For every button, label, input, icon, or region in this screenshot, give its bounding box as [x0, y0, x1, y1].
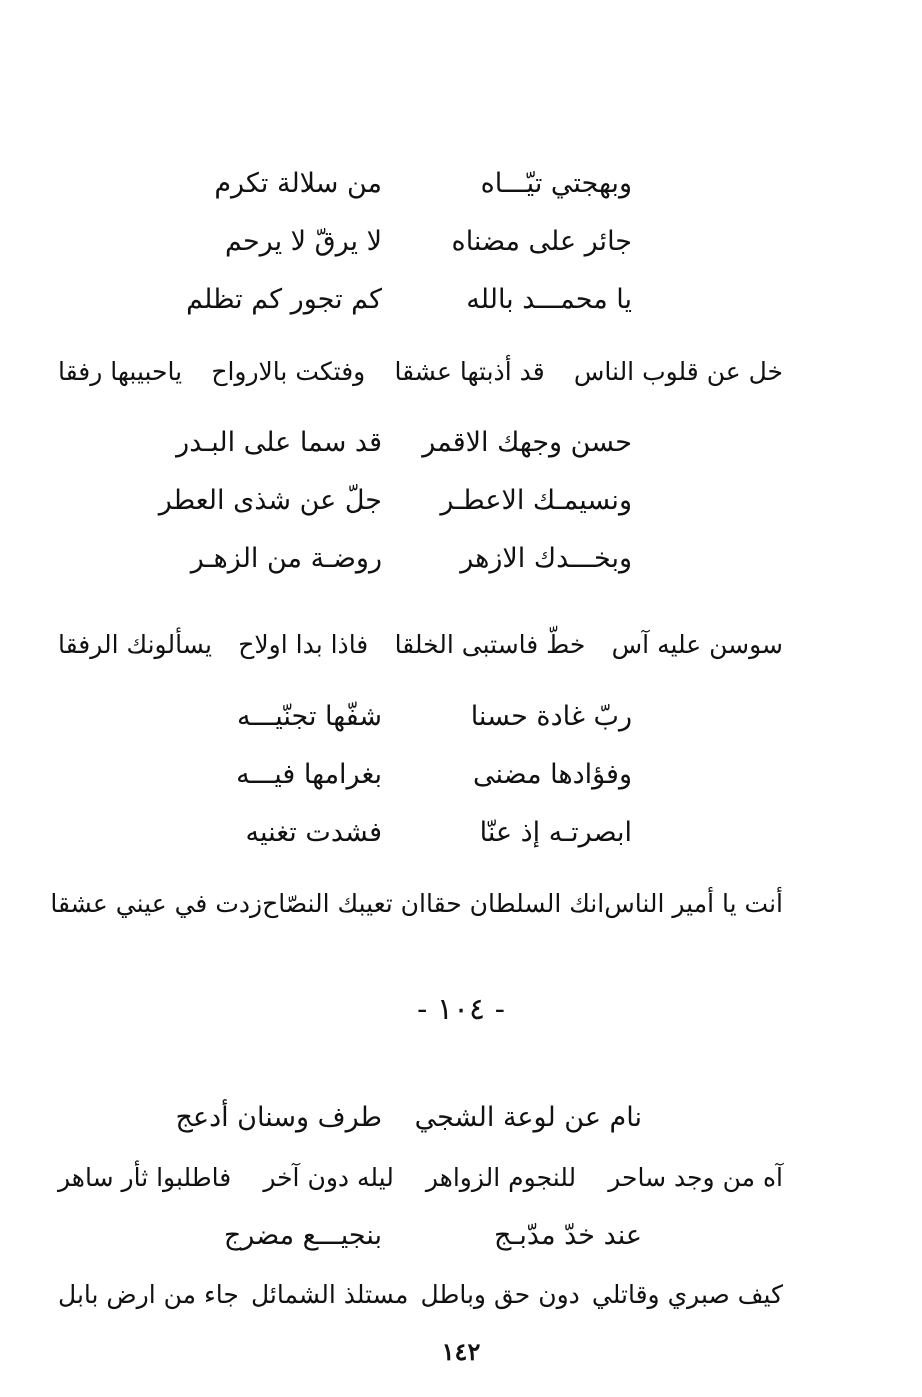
line-segment: آه من وجد ساحر	[608, 1163, 783, 1192]
line-segment: دون حق وباطل	[420, 1280, 580, 1309]
refrain-segment: زدت في عيني عشقا	[50, 889, 263, 918]
refrain-1	[58, 352, 783, 392]
verse-left: لا يرقّ لا يرحم	[225, 226, 382, 257]
verse-left: روضـة من الزهـر	[190, 543, 382, 574]
page-number: ١٤٢	[441, 1337, 481, 1366]
refrain-segment: خطّ فاستبى الخلقا	[394, 630, 586, 659]
line-segment: مستلذ الشمائل	[250, 1280, 409, 1309]
verse-right: ربّ غادة حسنا	[470, 701, 632, 732]
refrain-segment: وفتكت بالارواح	[211, 357, 366, 386]
refrain-segment: انك السلطان حقا	[425, 889, 605, 918]
refrain-segment: ان تعيبك النصّاح	[262, 889, 426, 918]
poem2-line-2	[58, 1158, 783, 1198]
refrain-segment: سوسن عليه آس	[611, 630, 783, 659]
refrain-segment: يسألونك الرفقا	[58, 630, 212, 659]
verse-right: يا محمـــد بالله	[466, 284, 632, 315]
verse-left: طرف وسنان أدعج	[175, 1102, 382, 1133]
verse-left: فشدت تغنيه	[245, 817, 382, 848]
refrain-segment: ياحبيبها رفقا	[58, 357, 183, 386]
section-number: - ١٠٤ -	[417, 992, 505, 1027]
verse-left: قد سما على البـدر	[176, 427, 382, 458]
refrain-segment: فاذا بدا اولاح	[238, 630, 369, 659]
verse-left: بنجيـــع مضرج	[223, 1220, 382, 1251]
verse-right: وفؤادها مضنى	[473, 759, 632, 790]
verse-left: جلّ عن شذى العطر	[158, 485, 382, 516]
verse-right: جائر على مضناه	[451, 226, 632, 257]
verse-right: ابصرتـه إذ عنّا	[479, 817, 632, 848]
line-segment: فاطلبوا ثأر ساهر	[58, 1163, 232, 1192]
refrain-2	[58, 625, 783, 665]
verse-right: ونسيمـك الاعطـر	[440, 485, 632, 516]
verse-left: من سلالة تكرم	[214, 168, 382, 199]
refrain-segment: خل عن قلوب الناس	[573, 357, 783, 386]
verse-right: وبهجتي تيّـــاه	[480, 168, 632, 199]
verse-left: شفّها تجنّيـــه	[237, 701, 382, 732]
verse-right: عند خدّ مدّبـج	[494, 1220, 642, 1251]
line-segment: كيف صبري وقاتلي	[591, 1280, 783, 1309]
refrain-segment: أنت يا أمير الناس	[604, 889, 783, 918]
verse-right: حسن وجهك الاقمر	[422, 427, 632, 458]
line-segment: ليله دون آخر	[263, 1163, 394, 1192]
verse-left: بغرامها فيـــه	[236, 759, 382, 790]
verse-right: نام عن لوعة الشجي	[414, 1102, 642, 1133]
refrain-segment: قد أذبتها عشقا	[394, 357, 545, 386]
refrain-3	[50, 884, 783, 924]
verse-right: وبخـــدك الازهر	[460, 543, 632, 574]
poem2-line-4	[58, 1275, 783, 1315]
verse-left: كم تجور كم تظلم	[186, 284, 382, 315]
line-segment: جاء من ارض بابل	[58, 1280, 239, 1309]
line-segment: للنجوم الزواهر	[425, 1163, 577, 1192]
